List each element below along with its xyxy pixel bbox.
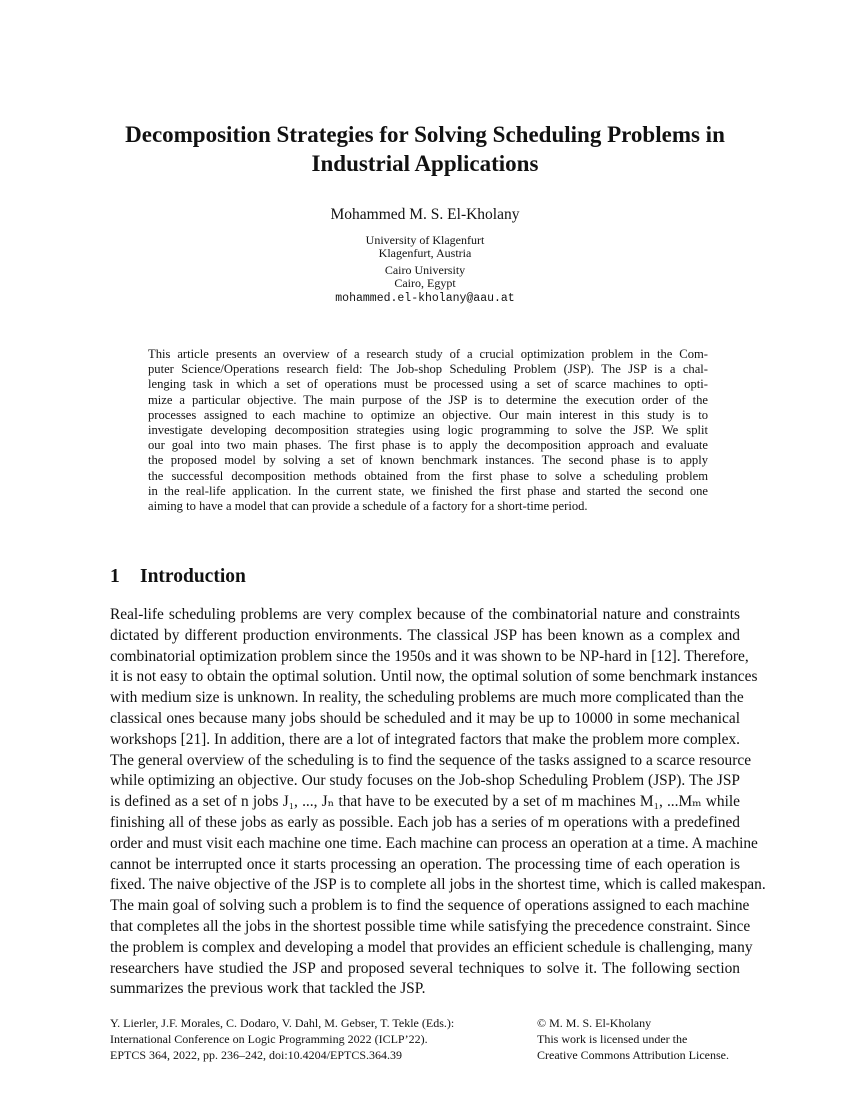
text-line: our goal into two main phases. The first phase is to apply the decomposition approach and evaluate: [148, 438, 708, 453]
text-line: the successful decomposition methods obtained from the first phase to solve a scheduling problem: [148, 468, 708, 483]
text-line: finishing all of these jobs as early as possible. Each job has a series of m operations with a predefined: [110, 813, 740, 831]
footer-line: © M. M. S. El-Kholany: [537, 1016, 652, 1030]
text-line: investigate developing decomposition strategies using logic programming to solve the JSP. We split: [148, 423, 708, 438]
text-line: while optimizing an objective. Our study focuses on the Job-shop Scheduling Problem (JSP). The JSP: [110, 772, 740, 790]
text-line: The general overview of the scheduling is to find the sequence of the tasks assigned to a scarce resource: [110, 751, 752, 769]
footer-license: [537, 1015, 729, 1063]
title-line: Decomposition Strategies for Solving Scheduling Problems in: [125, 122, 725, 147]
text-line: the proposed model by solving a set of known benchmark instances. The second phase is to apply: [148, 453, 708, 468]
affiliation: [0, 264, 850, 290]
text-line: is defined as a set of n jobs J₁, ..., Jₙ that have to be executed by a set of m machines M₁, ...Mₘ while: [110, 793, 740, 811]
text-line: combinatorial optimization problem since the 1950s and it was shown to be NP-hard in [12]. Therefore,: [110, 647, 749, 665]
title-line: Industrial Applications: [311, 151, 539, 176]
text-line: The main goal of solving such a problem is to find the sequence of operations assigned to each machine: [110, 897, 750, 915]
author-email: mohammed.el-kholany@aau.at: [335, 292, 515, 305]
footer-line: Y. Lierler, J.F. Morales, C. Dodaro, V. Dahl, M. Gebser, T. Tekle (Eds.):: [110, 1016, 455, 1030]
text-line: classical ones because many jobs should be scheduled and it may be up to 10000 in some mechanical: [110, 709, 740, 727]
affiliation-location: Cairo, Egypt: [394, 276, 456, 290]
text-line: aiming to have a model that can provide a schedule of a factory for a short-time period.: [148, 499, 588, 514]
footer-citation: [110, 1015, 454, 1063]
text-line: summarizes the previous work that tackled the JSP.: [110, 980, 426, 998]
text-line: the problem is complex and developing a model that provides an efficient schedule is challenging, many: [110, 938, 753, 956]
paper-title: [0, 120, 850, 178]
text-line: lenging task in which a set of operations must be processed using a set of scarce machines to opti-: [148, 377, 708, 392]
text-line: that completes all the jobs in the shortest possible time while satisfying the precedence constraint. Since: [110, 917, 751, 935]
text-line: workshops [21]. In addition, there are a lot of integrated factors that make the problem more complex.: [110, 730, 740, 748]
text-line: puter Science/Operations research field: The Job-shop Scheduling Problem (JSP). The JSP is a chal-: [148, 362, 708, 377]
text-line: order and must visit each machine one time. Each machine can process an operation at a time. A machine: [110, 834, 758, 852]
text-line: processes assigned to each machine to optimize an objective. Our main interest in this study is to: [148, 407, 708, 422]
text-line: dictated by different production environments. The classical JSP has been known as a complex and: [110, 626, 740, 644]
text-line: cannot be interrupted once it starts processing an operation. The processing time of each operation is: [110, 855, 740, 873]
abstract: [148, 347, 708, 514]
affiliation-name: Cairo University: [384, 263, 466, 277]
affiliation: [0, 234, 850, 260]
footer-line: International Conference on Logic Programming 2022 (ICLP’22).: [110, 1032, 428, 1046]
affiliation-location: Klagenfurt, Austria: [378, 246, 472, 260]
footer-line: EPTCS 364, 2022, pp. 236–242, doi:10.4204/EPTCS.364.39: [110, 1048, 403, 1062]
footer-line: Creative Commons Attribution License.: [537, 1048, 729, 1062]
text-line: it is not easy to obtain the optimal solution. Until now, the optimal solution of some benchmark instances: [110, 668, 758, 686]
text-line: Real-life scheduling problems are very complex because of the combinatorial nature and constraints: [110, 606, 740, 623]
introduction-body: [110, 605, 766, 1000]
affiliation-name: University of Klagenfurt: [365, 233, 485, 247]
text-line: researchers have studied the JSP and proposed several techniques to solve it. The following section: [110, 959, 740, 977]
text-line: This article presents an overview of a research study of a crucial optimization problem in the Com-: [148, 347, 708, 361]
section-number: 1: [110, 566, 120, 587]
text-line: fixed. The naive objective of the JSP is to complete all jobs in the shortest time, which is called makespan.: [110, 876, 766, 894]
author-name: Mohammed M. S. El-Kholany: [330, 206, 520, 223]
text-line: mize a particular objective. The main purpose of the JSP is to determine the execution order of the: [148, 392, 708, 407]
text-line: with medium size is unknown. In reality, the scheduling problems are much more complicated than the: [110, 689, 744, 707]
section-title: Introduction: [140, 566, 246, 587]
footer-line: This work is licensed under the: [537, 1032, 688, 1046]
section-heading: [110, 566, 246, 588]
text-line: in the real-life application. In the current state, we finished the first phase and started the second one: [148, 483, 708, 498]
